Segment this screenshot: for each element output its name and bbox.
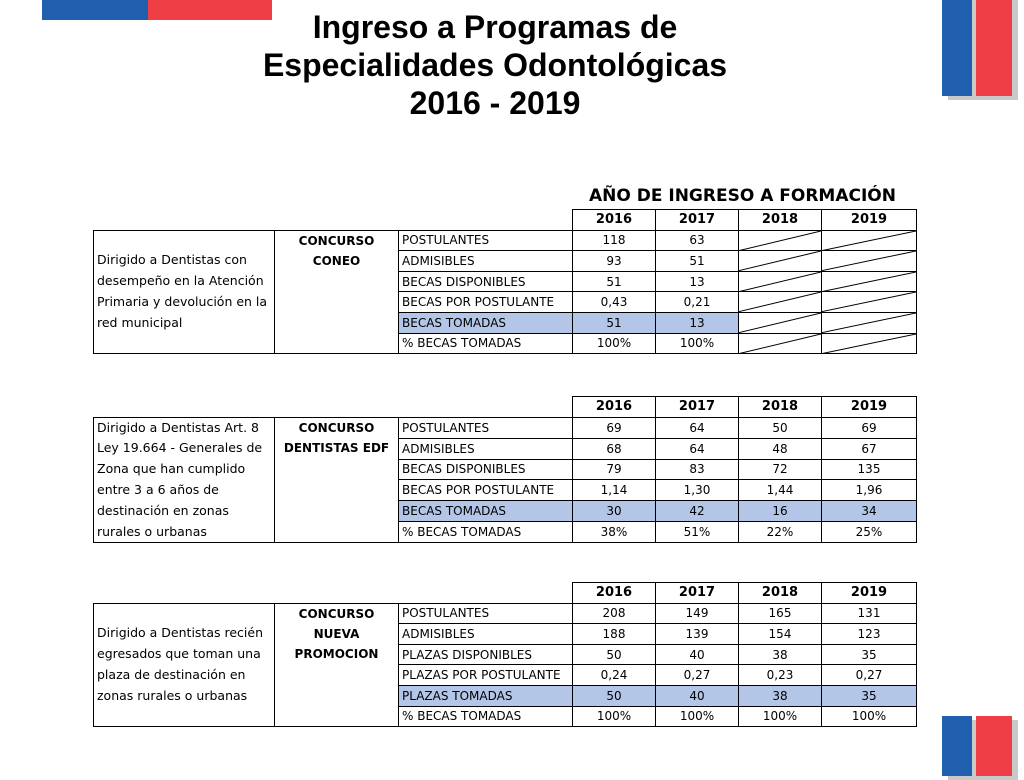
diagonal-slash (822, 272, 916, 292)
concurso-name (275, 603, 399, 727)
value-cell: 30 (573, 501, 656, 522)
year-cell-2018: 2018 (739, 583, 822, 604)
value-cell: 0,21 (656, 292, 739, 313)
value-cell: 67 (822, 438, 917, 459)
title-line-1: Ingreso a Programas de (312, 9, 678, 45)
value-cell: 69 (822, 417, 917, 438)
value-cell: 1,14 (573, 480, 656, 501)
value-cell: 50 (573, 685, 656, 706)
value-cell: 1,96 (822, 480, 917, 501)
year-row (94, 397, 917, 418)
table-dentistas-edf (93, 396, 917, 543)
year-row (94, 583, 917, 604)
value-cell: 0,24 (573, 665, 656, 686)
value-cell: 50 (739, 417, 822, 438)
value-cell: 0,27 (822, 665, 917, 686)
flag-decoration-top-right (942, 0, 1018, 96)
concurso-line: DENTISTAS EDF (283, 440, 390, 455)
row-label: BECAS TOMADAS (399, 312, 573, 333)
value-cell: 100% (573, 706, 656, 727)
value-cell: 51% (656, 522, 739, 543)
empty-cell (739, 271, 822, 292)
value-cell: 131 (822, 603, 917, 624)
concurso-line: CONEO (312, 253, 361, 268)
row-label: POSTULANTES (399, 230, 573, 251)
value-cell: 100% (739, 706, 822, 727)
empty-cell (822, 230, 917, 251)
diagonal-slash (822, 292, 916, 312)
row-label: BECAS DISPONIBLES (399, 459, 573, 480)
value-cell: 123 (822, 624, 917, 645)
concurso-name (275, 230, 399, 354)
diagonal-slash (739, 334, 821, 354)
value-cell: 100% (822, 706, 917, 727)
table-coneo (93, 209, 917, 354)
value-cell: 118 (573, 230, 656, 251)
table-nueva-promocion (93, 582, 917, 727)
table-row (94, 603, 917, 624)
diagonal-slash (739, 231, 821, 251)
diagonal-slash (822, 313, 916, 333)
row-label: PLAZAS POR POSTULANTE (399, 665, 573, 686)
diagonal-slash (739, 251, 821, 271)
empty-cell (822, 292, 917, 313)
value-cell: 83 (656, 459, 739, 480)
year-cell-2016: 2016 (573, 397, 656, 418)
concurso-line: CONCURSO (298, 420, 375, 435)
row-label: PLAZAS DISPONIBLES (399, 644, 573, 665)
program-description: Dirigido a Dentistas Art. 8 Ley 19.664 - Generales de Zona que han cumplido entre 3 a 6 años de destinación en zonas rurales o urbanas (94, 417, 275, 543)
value-cell: 51 (656, 251, 739, 272)
year-cell-2019: 2019 (822, 397, 917, 418)
year-cell-2017: 2017 (656, 583, 739, 604)
value-cell: 139 (656, 624, 739, 645)
value-cell: 69 (573, 417, 656, 438)
flag-decoration-bottom-right (942, 716, 1018, 776)
year-cell-2019: 2019 (822, 210, 917, 231)
value-cell: 135 (822, 459, 917, 480)
value-cell: 40 (656, 685, 739, 706)
empty-cell (739, 251, 822, 272)
empty-cell (739, 312, 822, 333)
program-description: Dirigido a Dentistas con desempeño en la Atención Primaria y devolución en la red municipal (94, 230, 275, 354)
row-label: BECAS POR POSTULANTE (399, 292, 573, 313)
empty-cell (822, 312, 917, 333)
concurso-line: CONCURSO (298, 606, 375, 621)
table-row (94, 230, 917, 251)
value-cell: 38 (739, 685, 822, 706)
table-row (94, 417, 917, 438)
row-label: % BECAS TOMADAS (399, 333, 573, 354)
year-cell-2019: 2019 (822, 583, 917, 604)
page-title (190, 8, 800, 122)
value-cell: 48 (739, 438, 822, 459)
value-cell: 25% (822, 522, 917, 543)
concurso-line: CONCURSO (298, 233, 375, 248)
diagonal-slash (739, 313, 821, 333)
value-cell: 34 (822, 501, 917, 522)
row-label: ADMISIBLES (399, 438, 573, 459)
row-label: POSTULANTES (399, 603, 573, 624)
value-cell: 188 (573, 624, 656, 645)
diagonal-slash (822, 334, 916, 354)
value-cell: 0,23 (739, 665, 822, 686)
value-cell: 64 (656, 438, 739, 459)
row-label: BECAS TOMADAS (399, 501, 573, 522)
value-cell: 0,43 (573, 292, 656, 313)
value-cell: 35 (822, 644, 917, 665)
row-label: % BECAS TOMADAS (399, 522, 573, 543)
value-cell: 42 (656, 501, 739, 522)
row-label: ADMISIBLES (399, 251, 573, 272)
value-cell: 38 (739, 644, 822, 665)
year-header: AÑO DE INGRESO A FORMACIÓN (588, 186, 896, 206)
row-label: BECAS POR POSTULANTE (399, 480, 573, 501)
value-cell: 0,27 (656, 665, 739, 686)
value-cell: 50 (573, 644, 656, 665)
concurso-name (275, 417, 399, 543)
value-cell: 149 (656, 603, 739, 624)
value-cell: 165 (739, 603, 822, 624)
row-label: POSTULANTES (399, 417, 573, 438)
title-line-2: Especialidades Odontológicas (262, 47, 728, 83)
row-label: % BECAS TOMADAS (399, 706, 573, 727)
diagonal-slash (822, 231, 916, 251)
value-cell: 13 (656, 271, 739, 292)
year-cell-2017: 2017 (656, 397, 739, 418)
value-cell: 208 (573, 603, 656, 624)
value-cell: 35 (822, 685, 917, 706)
empty-cell (822, 333, 917, 354)
row-label: BECAS DISPONIBLES (399, 271, 573, 292)
value-cell: 68 (573, 438, 656, 459)
value-cell: 38% (573, 522, 656, 543)
value-cell: 51 (573, 271, 656, 292)
diagonal-slash (739, 292, 821, 312)
value-cell: 22% (739, 522, 822, 543)
empty-cell (739, 333, 822, 354)
empty-cell (739, 230, 822, 251)
value-cell: 1,44 (739, 480, 822, 501)
value-cell: 154 (739, 624, 822, 645)
value-cell: 40 (656, 644, 739, 665)
value-cell: 63 (656, 230, 739, 251)
value-cell: 64 (656, 417, 739, 438)
diagonal-slash (739, 272, 821, 292)
value-cell: 13 (656, 312, 739, 333)
empty-cell (822, 251, 917, 272)
year-cell-2016: 2016 (573, 583, 656, 604)
row-label: ADMISIBLES (399, 624, 573, 645)
value-cell: 93 (573, 251, 656, 272)
program-description: Dirigido a Dentistas recién egresados que toman una plaza de destinación en zonas rurales o urbanas (94, 603, 275, 727)
year-cell-2018: 2018 (739, 210, 822, 231)
row-label: PLAZAS TOMADAS (399, 685, 573, 706)
concurso-line: PROMOCION (294, 646, 379, 661)
diagonal-slash (822, 251, 916, 271)
year-cell-2017: 2017 (656, 210, 739, 231)
year-cell-2018: 2018 (739, 397, 822, 418)
year-cell-2016: 2016 (573, 210, 656, 231)
title-line-3: 2016 - 2019 (409, 85, 581, 121)
value-cell: 1,30 (656, 480, 739, 501)
empty-cell (739, 292, 822, 313)
value-cell: 79 (573, 459, 656, 480)
year-row (94, 210, 917, 231)
value-cell: 100% (656, 706, 739, 727)
value-cell: 100% (573, 333, 656, 354)
value-cell: 72 (739, 459, 822, 480)
value-cell: 100% (656, 333, 739, 354)
concurso-line: NUEVA (313, 626, 360, 641)
empty-cell (822, 271, 917, 292)
value-cell: 51 (573, 312, 656, 333)
value-cell: 16 (739, 501, 822, 522)
